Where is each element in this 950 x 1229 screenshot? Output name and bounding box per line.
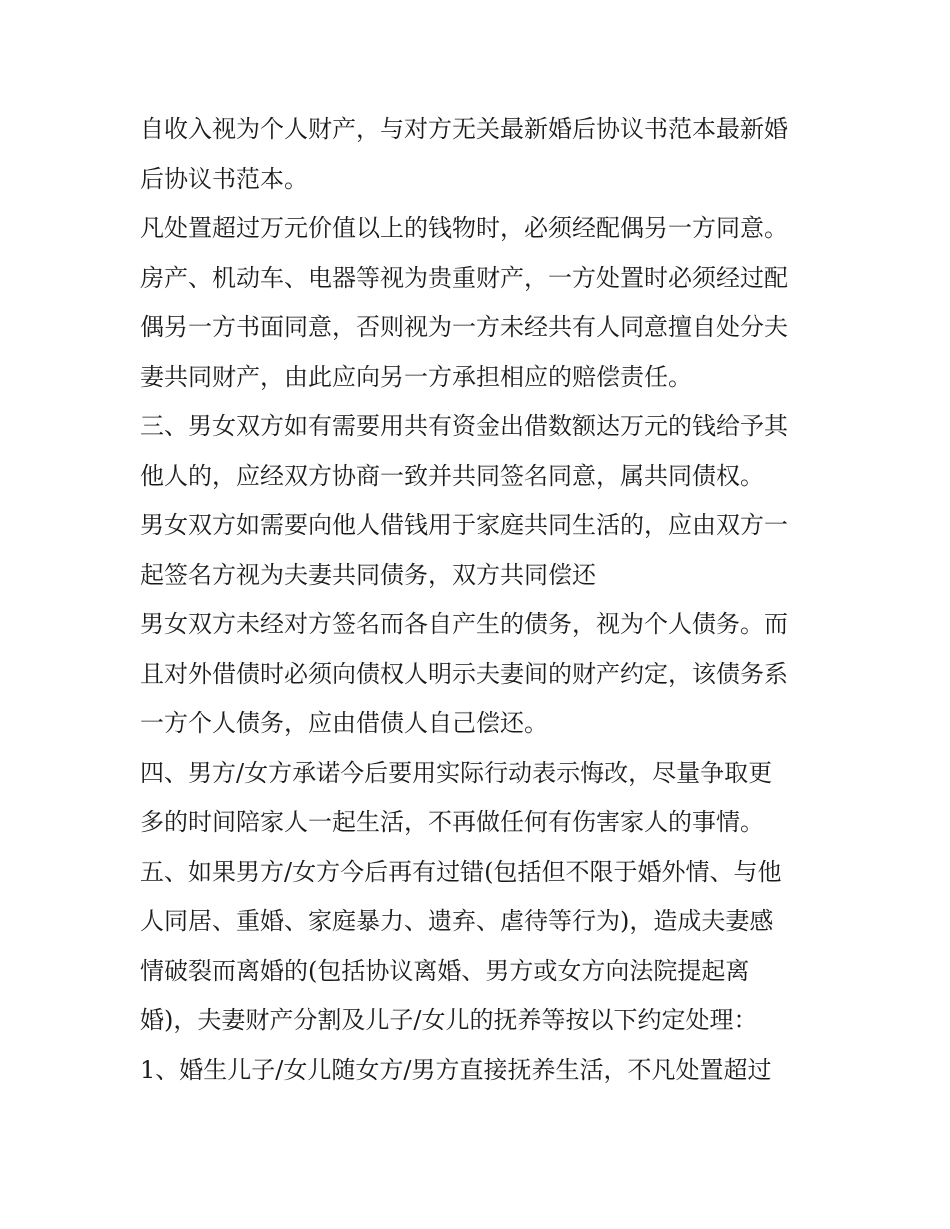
text-line: 男女双方未经对方签名而各自产生的债务，视为个人债务。而: [140, 610, 788, 638]
text-line: 偶另一方书面同意，否则视为一方未经共有人同意擅自处分夫: [140, 313, 788, 341]
text-line: 男女双方如需要向他人借钱用于家庭共同生活的，应由双方一: [140, 511, 788, 539]
text-line: 三、男女双方如有需要用共有资金出借数额达万元的钱给予其: [140, 412, 788, 440]
text-line: 自收入视为个人财产，与对方无关最新婚后协议书范本最新婚: [140, 115, 788, 143]
text-line: 房产、机动车、电器等视为贵重财产，一方处置时必须经过配: [140, 263, 788, 292]
text-line: 后协议书范本。: [140, 164, 308, 193]
text-line: 多的时间陪家人一起生活，不再做任何有伤害家人的事情。: [140, 808, 764, 836]
text-line: 情破裂而离婚的(包括协议离婚、男方或女方向法院提起离: [140, 956, 750, 985]
text-line: 人同居、重婚、家庭暴力、遗弃、虐待等行为)，造成夫妻感: [140, 907, 774, 935]
text-line: 婚)，夫妻财产分割及儿子/女儿的抚养等按以下约定处理：: [140, 1006, 758, 1034]
text-line: 起签名方视为夫妻共同债务，双方共同偿还: [140, 560, 596, 589]
text-line: 一方个人债务，应由借债人自己偿还。: [140, 709, 548, 737]
text-line: 四、男方/女方承诺今后要用实际行动表示悔改，尽量争取更: [140, 758, 773, 787]
text-line: 五、如果男方/女方今后再有过错(包括但不限于婚外情、与他: [140, 857, 782, 886]
text-line: 1、婚生儿子/女儿随女方/男方直接抚养生活，不凡处置超过: [140, 1055, 772, 1084]
text-line: 妻共同财产，由此应向另一方承担相应的赔偿责任。: [140, 362, 692, 391]
text-line: 且对外借债时必须向债权人明示夫妻间的财产约定，该债务系: [140, 659, 788, 688]
text-line: 凡处置超过万元价值以上的钱物时，必须经配偶另一方同意。: [140, 214, 788, 242]
text-line: 他人的，应经双方协商一致并共同签名同意，属共同债权。: [140, 461, 764, 490]
agreement-body-text: [140, 105, 830, 1095]
